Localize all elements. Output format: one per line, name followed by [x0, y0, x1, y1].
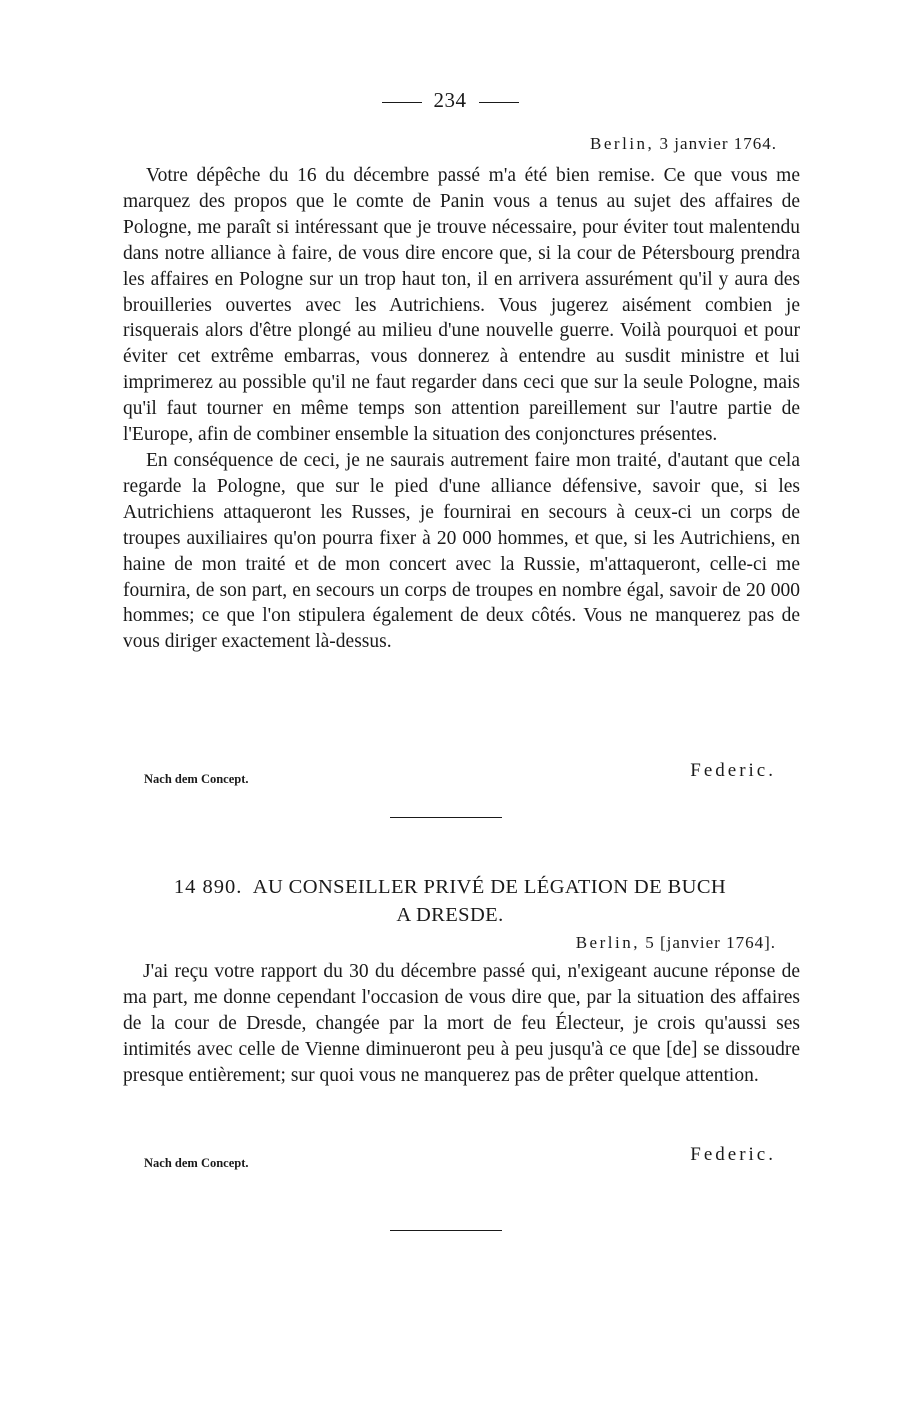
section-divider-2 — [390, 1230, 502, 1231]
letter2-heading-line1 — [100, 873, 800, 901]
letter2-dateline-date: 5 [janvier 1764]. — [645, 933, 776, 952]
letter2-heading-title: AU CONSEILLER PRIVÉ DE LÉGATION DE BUCH — [252, 876, 727, 898]
page-number-dash-left — [382, 102, 422, 103]
letter2-body — [123, 959, 800, 1089]
letter2-heading-line2: A DRESDE. — [396, 904, 504, 926]
letter1-dateline-date: 3 janvier 1764. — [659, 134, 777, 153]
section-divider-1 — [390, 817, 502, 818]
letter1-body — [123, 163, 800, 655]
letter1-dateline-place: Berlin, — [590, 134, 655, 153]
letter2-dateline — [576, 933, 776, 953]
letter1-paragraph-2: En conséquence de ceci, je ne saurais autrement faire mon traité, d'autant que cela regarde la Pologne, que sur le pied d'une alliance défensive, savoir que, si les Autrichiens attaqueront les Russes, je fournirai en secours à ceux-ci un corps de troupes auxiliaires qu'on pourra fixer à 20 000 hommes, et que, si les Autrichiens, en haine de mon traité et de mon concert avec la Russie, m'attaqueront, celle-ci me fournira, de son part, en secours un corps de troupes en nombre égal, savoir de 20 000 hommes; ce que l'on stipulera également de deux côtés. Vous ne manquerez pas de vous diriger exactement là-dessus. — [123, 449, 800, 653]
letter1-signature: Federic. — [690, 760, 776, 781]
letter2-heading — [100, 873, 800, 929]
letter2-paragraph: J'ai reçu votre rapport du 30 du décembre passé qui, n'exigeant aucune réponse de ma part, me donne cependant l'occasion de vous dire que, par la situation des affaires de la cour de Dresde, changée par la mort de feu Électeur, je crois qu'aussi ses intimités avec celle de Vienne diminueront peu à peu jusqu'à ce que [de] se dissoudre presque entièrement; sur quoi vous ne manquerez pas de prêter quelque attention. — [123, 961, 800, 1086]
letter2-dateline-place: Berlin, — [575, 933, 640, 952]
page-number-text: 234 — [433, 88, 467, 112]
letter1-dateline — [590, 134, 777, 154]
page-number — [0, 88, 900, 113]
letter2-signature: Federic. — [690, 1144, 776, 1165]
letter2-source-note: Nach dem Concept. — [144, 1156, 249, 1170]
page-number-dash-right — [479, 102, 519, 103]
letter2-number: 14 890. — [173, 876, 243, 898]
letter1-paragraph-1: Votre dépêche du 16 du décembre passé m'a été bien remise. Ce que vous me marquez des propos que le comte de Panin vous a tenus au sujet des affaires de Pologne, me paraît si intéressant que je trouve nécessaire, pour éviter tout malentendu dans notre alliance à faire, de vous dire encore que, si la cour de Pétersbourg prendra les affaires en Pologne sur un trop haut ton, il en arrivera assurément qu'il y aura des brouilleries ouvertes avec les Autrichiens. Vous jugerez aisément combien je risquerais alors d'être plongé au milieu d'une nouvelle guerre. Voilà pourquoi et pour éviter cet extrême embarras, vous donnerez à entendre au susdit ministre et lui imprimerez au possible qu'il ne faut regarder dans ceci que sur la seule Pologne, mais qu'il faut tourner en même temps son attention pareillement sur l'autre partie de l'Europe, afin de combiner ensemble la situation des conjonctures présentes. — [123, 165, 800, 446]
letter1-source-note: Nach dem Concept. — [144, 772, 249, 786]
